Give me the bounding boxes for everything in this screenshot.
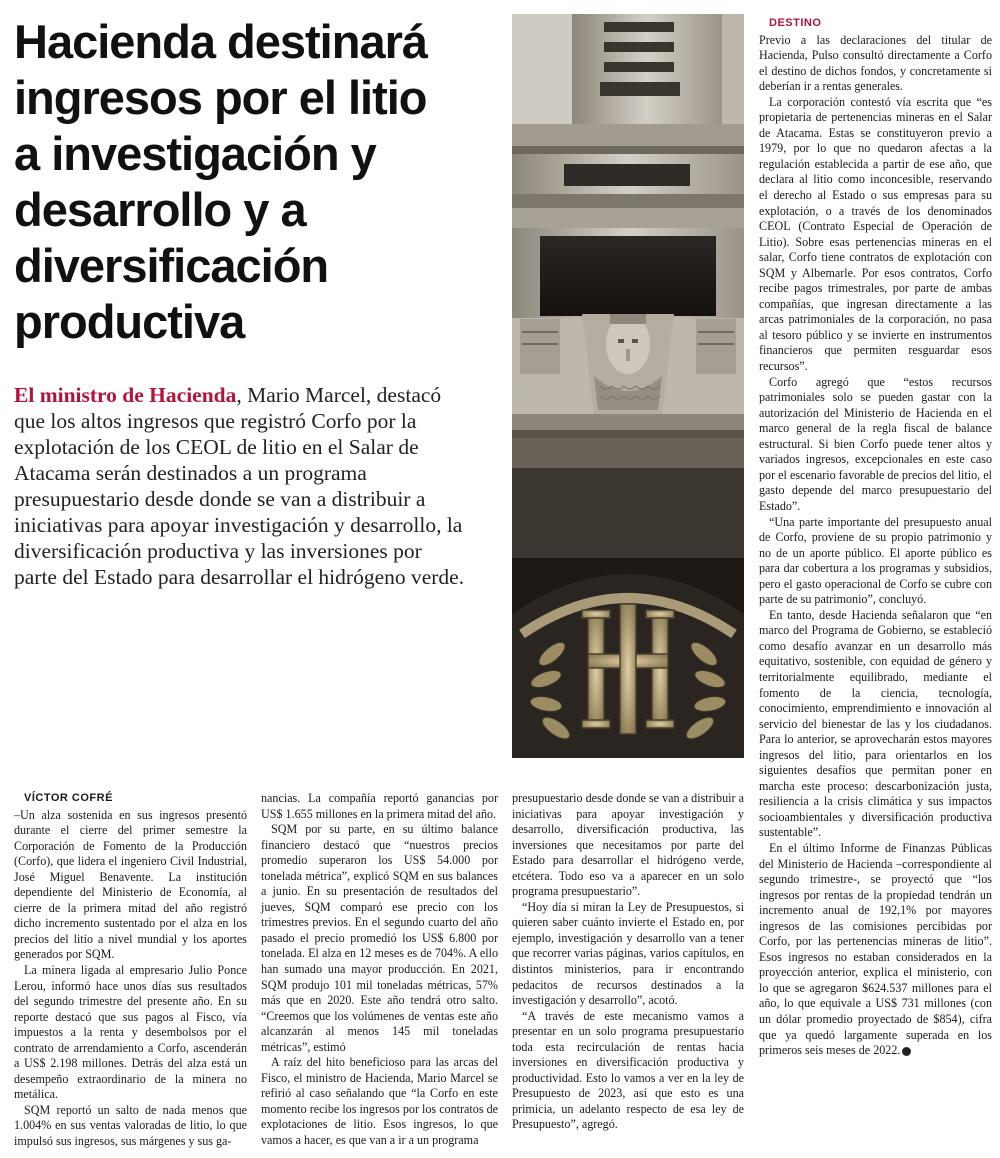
body-column-4 [759, 16, 992, 1059]
lead-line: que los altos ingresos que registró Corfo por la [14, 409, 417, 433]
end-mark-icon [902, 1047, 911, 1056]
lead-line: diversificación productiva y las inversiones por [14, 539, 422, 563]
body-paragraph: SQM reportó un salto de nada menos que 1.004% en sus ventas valoradas de litio, lo que impulsó sus ingresos, sus márgenes y sus ga- [14, 1102, 247, 1149]
body-paragraph: La minera ligada al empresario Julio Ponce Lerou, informó hace unos días sus resultados del segundo trimestre del presente año. En su reporte destacó que sus pagos al Fisco, vía impuestos a la renta y desembolsos por el contrato de arrendamiento a Corfo, ascenderán a US$ 2.198 millones. Detrás del alza está un desempeño extraordinario de la minera no metálica. [14, 963, 247, 1102]
headline-line: Hacienda destinará [14, 15, 428, 68]
lead-first-line [14, 382, 504, 408]
body-paragraph-text: En el último Informe de Finanzas Públicas del Ministerio de Hacienda –correspondiente al segundo trimestre-, se proyectó que “los ingresos por rentas de la propiedad tendrán un incremento anual de 192,1% por mayores ingresos de las comisiones percibidas por Corfo, por las pertenencias mineras de litio”. Esos ingresos no estaban considerados en la proyección anterior, explica el ministerio, con lo que se agregaron $624.537 millones para el año, lo que equivale a US$ 731 millones (con un dólar promedio proyectado de $854), cifra que ya quedó largamente superada en los primeros seis meses de 2022. [759, 840, 992, 1058]
headline-line: desarrollo y a [14, 183, 306, 236]
body-paragraph: En tanto, desde Hacienda señalaron que “en marco del Programa de Gobierno, se estableció como desafío avanzar en un desarrollo más equitativo, sostenible, con equidad de género y territorialmente equilibrado, mediante el fomento de la ciencia, tecnología, conocimiento, emprendimiento e innovación al servicio del bienestar de las y los ciudadanos. Para lo anterior, se aprovecharán estos mayores ingresos del litio, para orientarlos en los siguientes desafíos que permitan poner en marcha este proceso: descarbonización justa, resiliencia a la crisis climática y sus impactos socioambientales y diversificación productiva sustentable”. [759, 607, 992, 840]
lead-highlight: El ministro de Hacienda [14, 383, 237, 407]
headline-line: diversificación [14, 239, 329, 292]
body-paragraph: “A través de este mecanismo vamos a presentar en un solo programa presupuestario toda esta recirculación de rentas hacia inversiones en diversificación productiva y productividad. Esto lo vamos a ver en la ley de Presupuesto de 2023, así que esto es una primicia, un adelanto respecto de esa ley de Presupuesto”, agregó. [512, 1008, 744, 1132]
lead-line: iniciativas para apoyar investigación y desarrollo, la [14, 513, 463, 537]
lead-line: explotación de los CEOL de litio en el Salar de [14, 435, 419, 459]
lead-line: parte del Estado para desarrollar el hidrógeno verde. [14, 565, 465, 589]
lead-paragraph [14, 382, 504, 590]
section-label-destino: DESTINO [769, 17, 822, 29]
headline-line: ingresos por el litio [14, 71, 427, 124]
lead-first-rest: , Mario Marcel, destacó [236, 383, 442, 407]
headline [14, 14, 504, 350]
body-column-2 [261, 791, 498, 1149]
body-paragraph: nancias. La compañía reportó ganancias por US$ 1.655 millones en la primera mitad del año. [261, 791, 498, 821]
body-column-1 [14, 791, 247, 1150]
lead-line: presupuestario desde donde se van a distribuir a [14, 487, 426, 511]
body-paragraph: “Hoy día si miran la Ley de Presupuestos, si quieren saber cuánto invierte el Estado en, por ejemplo, investigación y desarrollo van a tener que recorrer varias páginas, varios capítulos, en distintos ministerios, para ir encontrando pedacitos de recursos destinados a la investigación y desarrollo”, acotó. [512, 899, 744, 1008]
body-paragraph: SQM por su parte, en su último balance financiero destacó que “nuestros precios promedio superaron los US$ 54.000 por tonelada métrica”, explicó SQM en sus balances a junio. En su presentación de resultados del jueves, SQM comparó ese precio con los trimestres previos. En el segundo cuarto del año pasado el precio promedió los US$ 6.800 por tonelada. El alza en 12 meses es de 704%. A ello han sumado una mayor producción. En 2021, SQM produjo 101 mil toneladas métricas, 57% más que en 2020. Este año tendrá otro salto. “Creemos que los volúmenes de ventas este año alcanzarán al menos 145 mil toneladas métricas”, estimó [261, 822, 498, 1054]
lead-line: Atacama serán destinados a un programa [14, 461, 367, 485]
headline-line: productiva [14, 295, 245, 348]
body-paragraph: “Una parte importante del presupuesto anual de Corfo, proviene de su propio patrimonio y no de un aporte público. El aporte público es para dar cobertura a los programas y subsidios, pero el gasto operacional de Corfo se cubre con parte de su patrimonio”, concluyó. [759, 514, 992, 607]
byline: VÍCTOR COFRÉ [24, 792, 113, 804]
body-paragraph: A raíz del hito beneficioso para las arcas del Fisco, el ministro de Hacienda, Mario Marcel se refirió al caso señalando que “la Corfo en este momento recibe los ingresos por los contratos de explotaciones de litio. Esos ingresos, lo que vamos a hacer, es que van a ir a un programa [261, 1055, 498, 1148]
body-paragraph-last [759, 841, 992, 1059]
body-paragraph: Corfo agregó que “estos recursos patrimoniales solo se pueden gastar con la autorización del Ministerio de Hacienda en el marco general de la regla fiscal de balance estructural. Si bien Corfo puede tener altos y variados ingresos, excepcionales en este caso por el escenario favorable de precios del litio, el gasto depende del marco presupuestario del Estado”. [759, 374, 992, 513]
facade-illustration [512, 14, 744, 758]
building-facade-photo [512, 14, 744, 758]
body-paragraph: La corporación contestó vía escrita que “es propietaria de pertenencias mineras en el Salar de Atacama. Estas se constituyeron previo a 1979, por lo que no quedaron afectas a la regulación establecida a partir de ese año, que declara al litio como inconcesible, reservando el derecho al Estado o sus empresas para su explotación, o a través de los denominados CEOL (Contrato Especial de Operación de Litio). Sobre esas pertenencias mineras en el salar, Corfo tiene contratos de explotación con SQM y Albemarle. Por esos contratos, Corfo recibe pagos trimestrales, por parte de ambas compañías, que ingresan directamente a las arcas patrimoniales de la corporación, no pasa al tesoro público y se invierte en instrumentos financieros que permiten resguardar esos recursos”. [759, 94, 992, 374]
body-paragraph: –Un alza sostenida en sus ingresos presentó durante el cierre del primer semestre la Corporación de Fomento de la Producción (Corfo), que lidera el ingeniero Civil Industrial, José Miguel Benavente. La institución dependiente del Ministerio de Economía, al cierre de la primera mitad del año registró dicho incremento sustentado por el alza en los precios del litio a nivel mundial y los aportes generados por SQM. [14, 807, 247, 962]
headline-line: a investigación y [14, 127, 376, 180]
body-paragraph: presupuestario desde donde se van a distribuir a iniciativas para apoyar investigación y desarrollo, diversificación productiva, las inversiones que necesitamos por parte del Estado para desarrollar el hidrógeno verde, etcétera. Todo eso va a aparecer en un solo programa presupuestario”. [512, 791, 744, 899]
body-column-3 [512, 791, 744, 1133]
body-paragraph: Previo a las declaraciones del titular de Hacienda, Pulso consultó directamente a Corfo el destino de dichos fondos, y concretamente si deberían ir a rentas generales. [759, 32, 992, 94]
